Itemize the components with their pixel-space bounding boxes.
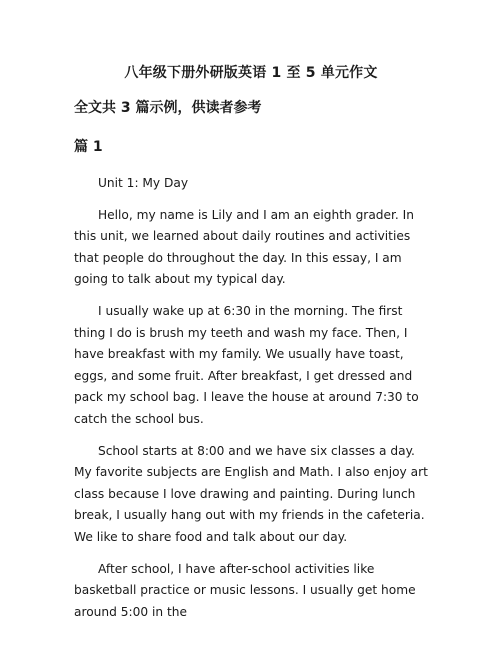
essay-body xyxy=(74,173,436,633)
section-heading: 篇 1 xyxy=(74,139,103,155)
essay-paragraph-3: School starts at 8:00 and we have six classes a day. My favorite subjects are English and Math. I also enjoy art class because I love drawing and painting. During lunch break, I usually hang out with my friends in the cafeteria. We like to share food and talk about our day. xyxy=(74,443,428,544)
document-title: 八年级下册外研版英语 1 至 5 单元作文 xyxy=(124,65,378,81)
essay-paragraph-4: After school, I have after-school activities like basketball practice or music lessons. I usually get home around 5:00 in the xyxy=(74,561,416,619)
document-subtitle: 全文共 3 篇示例，供读者参考 xyxy=(74,100,262,116)
essay-paragraph-2: I usually wake up at 6:30 in the morning. The first thing I do is brush my teeth and wash my face. Then, I have breakfast with my family. We usually have toast, eggs, and some fruit. After breakfast, I get dressed and pack my school bag. I leave the house at around 7:30 to catch the school bus. xyxy=(74,303,419,426)
unit-heading: Unit 1: My Day xyxy=(98,176,189,190)
essay-paragraph-1: Hello, my name is Lily and I am an eighth grader. In this unit, we learned about daily routines and activities that people do throughout the day. In this essay, I am going to talk about my typical day. xyxy=(74,207,414,287)
